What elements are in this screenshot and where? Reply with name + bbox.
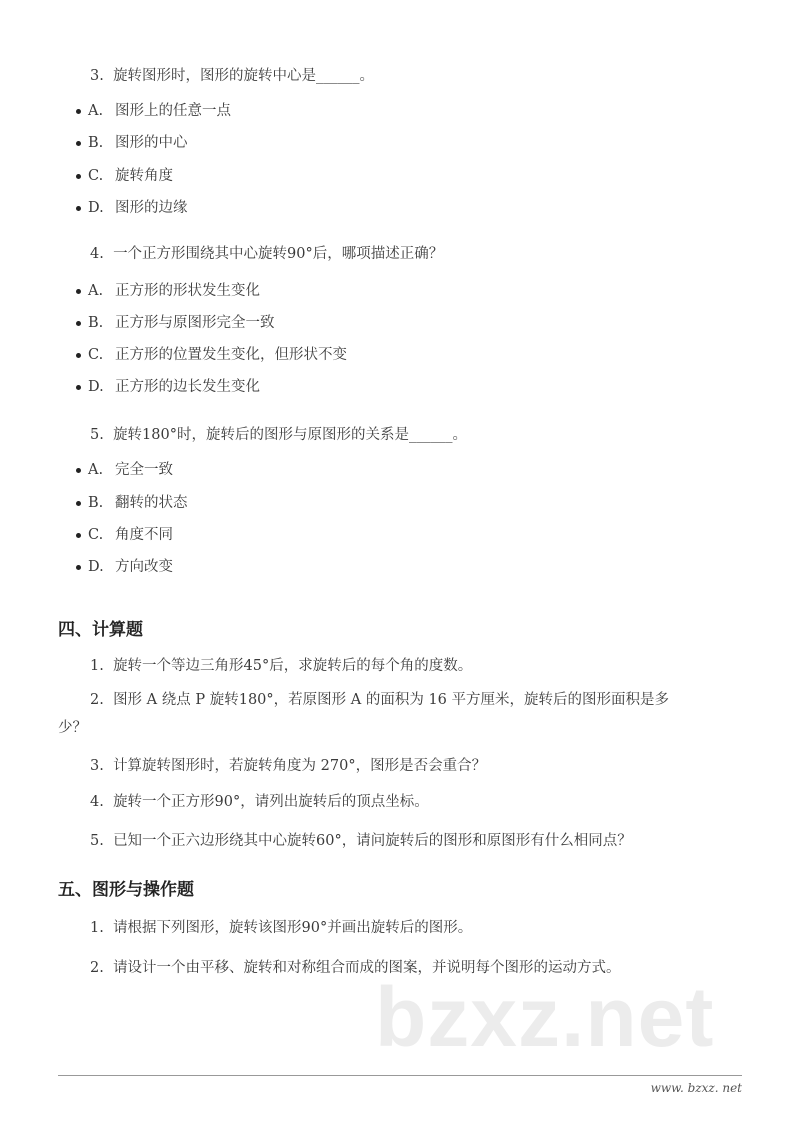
question-text: 一个正方形围绕其中心旋转90°后，哪项描述正确？ (113, 246, 444, 262)
item-number: 2. (90, 960, 104, 976)
option-text: 正方形的位置发生变化，但形状不变 (115, 347, 347, 363)
footer-url: www. bzxz. net (650, 1081, 742, 1095)
option-c (76, 525, 173, 545)
option-text: 翻转的状态 (115, 495, 188, 511)
bullet-icon (76, 385, 81, 390)
option-letter: A. (88, 283, 104, 299)
section-heading-operation: 五、图形与操作题 (58, 880, 194, 900)
footer-divider (58, 1075, 742, 1076)
item-text: 图形 A 绕点 P 旋转180°，若原图形 A 的面积为 16 平方厘米，旋转后的图形面积是多 (113, 692, 670, 708)
option-d (76, 377, 260, 397)
item-number: 1. (90, 920, 104, 936)
bullet-icon (76, 206, 81, 211)
question-number: 5. (90, 427, 104, 443)
item-number: 3. (90, 758, 104, 774)
option-letter: C. (88, 347, 104, 363)
calc-item-3 (90, 756, 486, 776)
option-text: 正方形的边长发生变化 (115, 379, 260, 395)
option-b (76, 133, 188, 153)
option-text: 方向改变 (115, 559, 173, 575)
option-text: 完全一致 (115, 462, 173, 478)
option-d (76, 198, 188, 218)
bullet-icon (76, 501, 81, 506)
option-a (76, 460, 173, 480)
option-text: 旋转角度 (115, 168, 173, 184)
item-number: 1. (90, 658, 104, 674)
option-letter: A. (88, 103, 104, 119)
option-text: 角度不同 (115, 527, 173, 543)
bullet-icon (76, 109, 81, 114)
section-heading-calculation: 四、计算题 (58, 620, 143, 640)
bullet-icon (76, 174, 81, 179)
bullet-icon (76, 289, 81, 294)
option-text: 图形上的任意一点 (115, 103, 231, 119)
watermark: bzxz.net (375, 970, 715, 1064)
option-letter: C. (88, 527, 104, 543)
option-d (76, 557, 173, 577)
item-text: 计算旋转图形时，若旋转角度为 270°，图形是否会重合？ (113, 758, 487, 774)
item-number: 2. (90, 692, 104, 708)
item-text: 请设计一个由平移、旋转和对称组合而成的图案，并说明每个图形的运动方式。 (113, 960, 621, 976)
bullet-icon (76, 321, 81, 326)
question-text: 旋转图形时，图形的旋转中心是______。 (113, 68, 375, 84)
option-text: 正方形的形状发生变化 (115, 283, 260, 299)
item-text: 已知一个正六边形绕其中心旋转60°，请问旋转后的图形和原图形有什么相同点？ (113, 833, 632, 849)
option-letter: A. (88, 462, 104, 478)
option-a (76, 101, 231, 121)
item-number: 5. (90, 833, 104, 849)
option-b (76, 493, 188, 513)
item-number: 4. (90, 794, 104, 810)
calc-item-2-continuation: 少？ (58, 720, 87, 736)
option-c (76, 345, 347, 365)
question-number: 3. (90, 68, 104, 84)
bullet-icon (76, 353, 81, 358)
bullet-icon (76, 141, 81, 146)
option-c (76, 166, 173, 186)
question-5 (90, 425, 467, 445)
calc-item-1 (90, 656, 472, 676)
option-letter: D. (88, 559, 104, 575)
question-3 (90, 66, 374, 86)
item-text: 旋转一个正方形90°，请列出旋转后的顶点坐标。 (113, 794, 429, 810)
calc-item-5 (90, 831, 632, 851)
option-a (76, 281, 260, 301)
option-letter: D. (88, 379, 104, 395)
calc-item-2 (90, 690, 669, 710)
option-text: 图形的边缘 (115, 200, 188, 216)
item-text: 旋转一个等边三角形45°后，求旋转后的每个角的度数。 (113, 658, 473, 674)
option-letter: B. (88, 315, 104, 331)
option-letter: D. (88, 200, 104, 216)
option-letter: B. (88, 495, 104, 511)
bullet-icon (76, 565, 81, 570)
operation-item-1 (90, 918, 472, 938)
bullet-icon (76, 468, 81, 473)
item-text: 请根据下列图形，旋转该图形90°并画出旋转后的图形。 (113, 920, 473, 936)
question-4 (90, 244, 443, 264)
option-text: 图形的中心 (115, 135, 188, 151)
option-text: 正方形与原图形完全一致 (115, 315, 275, 331)
option-letter: B. (88, 135, 104, 151)
bullet-icon (76, 533, 81, 538)
calc-item-4 (90, 792, 429, 812)
option-b (76, 313, 275, 333)
question-text: 旋转180°时，旋转后的图形与原图形的关系是______。 (113, 427, 467, 443)
option-letter: C. (88, 168, 104, 184)
question-number: 4. (90, 246, 104, 262)
